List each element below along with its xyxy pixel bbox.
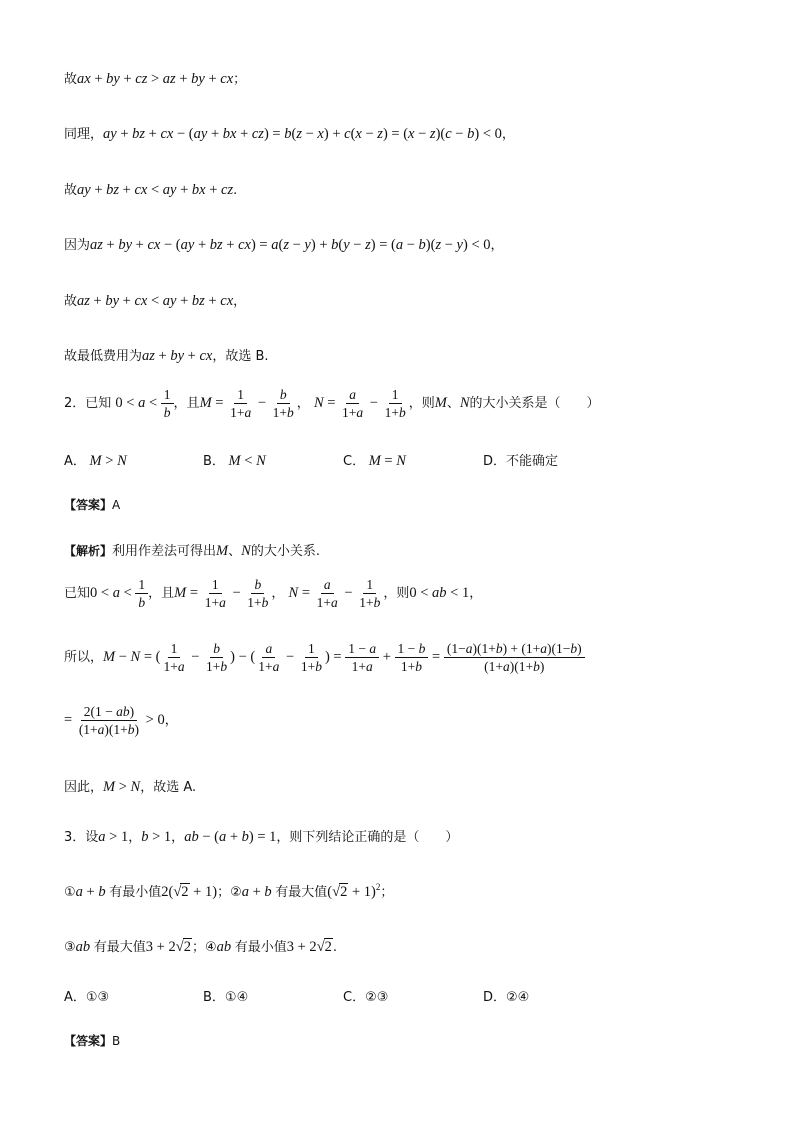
proof-line-3: 故ay + bz + cx < ay + bx + cz. — [64, 182, 238, 198]
q3-answer: 【答案】B — [64, 1034, 121, 1048]
proof-line-6: 故最低费用为az + by + cx，故选 B. — [64, 348, 269, 364]
formula: az + by + cx — [142, 348, 213, 364]
q2-option-c: C． M = N — [343, 453, 406, 469]
formula: az + by + cx − (ay + bz + cx) = a(z − y) + b(y − z) = (a − b)(z − y) < 0 — [90, 237, 491, 253]
formula: ay + bz + cx < ay + bx + cz — [77, 182, 234, 198]
q2-option-d: D．不能确定 — [483, 454, 559, 469]
q3-statements-2: ③ab 有最大值3 + 2√2；④ab 有最小值3 + 2√2. — [64, 939, 338, 955]
formula: ay + bz + cx − (ay + bx + cz) = b(z − x) + c(x − z) = (x − z)(c − b) < 0 — [103, 126, 502, 142]
q3-option-a: A．①③ — [64, 990, 110, 1005]
fraction: $\frac{1}{1+a}$ — [230, 387, 252, 420]
proof-line-2: 同理，ay + bz + cx − (ay + bx + cz) = b(z − x) + c(x − z) = (x − z)(c − b) < 0， — [64, 126, 515, 142]
analysis-line-3: 所以，M − N = ( $\frac{1}{1+a}$ − $\frac{b}{1+b}$ ) − ( $\frac{a}{1+a}$ − $\frac{1}{1+b}$ ) = $\frac{1 - a}{1+a}$ + $\frac{1 - b}{1+b}$ = $\frac{(1-a)(1+b) + (1+a)(1-b)}{(1+a)(1+b)}$ — [64, 640, 585, 675]
analysis-line-1: 【解析】利用作差法可得出M、N的大小关系. — [64, 543, 320, 559]
proof-line-4: 因为az + by + cx − (ay + bz + cx) = a(z − y) + b(y − z) = (a − b)(z − y) < 0， — [64, 237, 504, 253]
fraction: $\frac{a}{1+a}$ — [342, 387, 364, 420]
analysis-line-5: 因此，M > N，故选 A. — [64, 779, 197, 795]
analysis-line-4: = $\frac{2(1 - ab)}{(1+a)(1+b)}$ > 0， — [64, 704, 178, 737]
q3-statements-1: ①a + b 有最小值2(√2 + 1)；②a + b 有最大值$(√2 + 1)^2$； — [64, 882, 394, 900]
question-3: 3．设a > 1，b > 1，ab − (a + b) = 1，则下列结论正确的是（ ） — [64, 829, 459, 845]
q2-option-b: B． M < N — [203, 453, 266, 469]
q2-option-a: A． M > N — [64, 453, 127, 469]
fraction: $\frac{b}{1+b}$ — [272, 387, 294, 420]
analysis-line-2: 已知0 < a < $\frac{1}{b}$ ，且M = $\frac{1}{1+a}$ − $\frac{b}{1+b}$ ， N = $\frac{a}{1+a}$ − $\frac{1}{1+b}$ ，则0 < ab < 1， — [64, 577, 483, 610]
q3-option-c: C．②③ — [343, 990, 389, 1005]
formula: 0 < a < — [115, 395, 161, 411]
proof-line-5: 故az + by + cx < ay + bz + cx， — [64, 293, 247, 309]
question-2: 2．已知 0 < a < $\frac{1}{b}$ ，且M = $\frac{1}{1+a}$ − $\frac{b}{1+b}$ ， N = $\frac{a}{1+a}$ − $\frac{1}{1+b}$ ，则M、N的大小关系是（ ） — [64, 387, 600, 420]
formula: az + by + cx < ay + bz + cx — [77, 293, 234, 309]
fraction: $\frac{1}{b}$ — [161, 386, 174, 421]
formula: ax + by + cz > az + by + cx — [77, 71, 234, 87]
q3-option-b: B．①④ — [203, 990, 249, 1005]
q2-answer: 【答案】A — [64, 498, 121, 512]
fraction: $\frac{1}{1+b}$ — [384, 387, 406, 420]
proof-line-1: 故ax + by + cz > az + by + cx； — [64, 71, 247, 87]
q3-option-d: D．②④ — [483, 990, 530, 1005]
